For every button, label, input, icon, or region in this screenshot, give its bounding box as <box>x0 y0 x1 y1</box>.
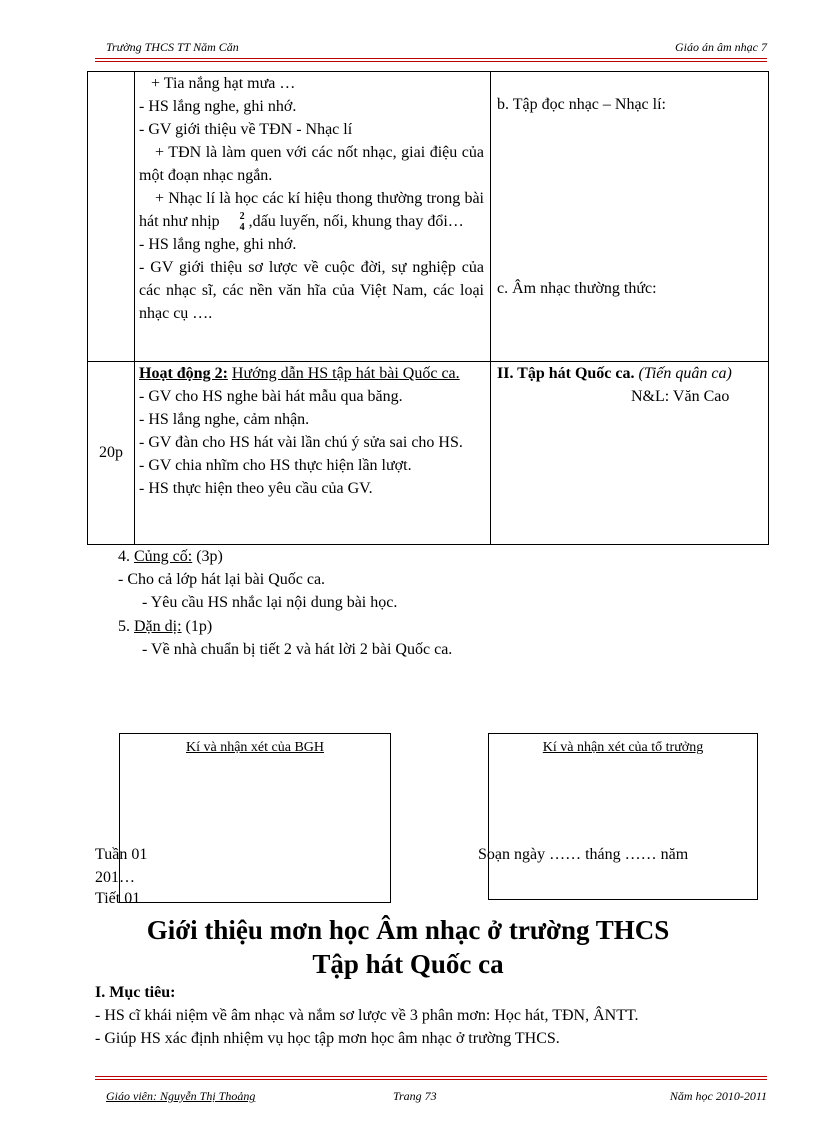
header-school: Trường THCS TT Năm Căn <box>106 40 239 54</box>
list-item: - HS lắng nghe, ghi nhớ. <box>139 236 297 254</box>
time-signature: 2 4 <box>239 211 245 234</box>
footer-rule <box>95 1076 767 1077</box>
time-cell <box>88 72 135 362</box>
signature-caption: Kí và nhận xét của tổ trưởng <box>542 740 704 755</box>
period-label: Tiết 01 <box>95 890 141 907</box>
consolidation-heading: 4. Củng cố: (3p) <box>118 548 223 565</box>
list-item: + TĐN là làm quen với các nốt nhạc, giai điệu của một đoạn nhạc ngắn. <box>139 144 484 184</box>
list-item: - Giúp HS xác định nhiệm vụ học tập mơn học âm nhạc ở trường THCS. <box>95 1030 560 1047</box>
list-item: - HS lắng nghe, ghi nhớ. <box>139 98 297 115</box>
week-label: Tuần 01 <box>95 846 148 863</box>
footer-school-year: Năm học 2010-2011 <box>669 1089 767 1103</box>
author: N&L: Văn Cao <box>631 388 730 405</box>
list-item: - GV đàn cho HS hát vài lần chú ý sửa sai cho HS. <box>139 434 463 451</box>
section-ii-heading: II. Tập hát Quốc ca. (Tiến quân ca) <box>497 365 732 382</box>
footer-page-number: Trang 73 <box>393 1089 437 1103</box>
list-item: - HS lắng nghe, cảm nhận. <box>139 411 310 428</box>
list-item: - HS cĩ khái niệm về âm nhạc và nắm sơ lược về 3 phân mơn: Học hát, TĐN, ÂNTT. <box>95 1007 639 1024</box>
page-title: Giới thiệu mơn học Âm nhạc ở trường THCS <box>146 915 670 945</box>
objectives-heading: I. Mục tiêu: <box>95 984 176 1001</box>
header-subject: Giáo án âm nhạc 7 <box>675 40 767 54</box>
list-item: + Nhạc lí là học các kí hiệu thong thường trong bài hát như nhịp 2 4 ,dấu luyến, nối, khung thay đổi… <box>139 190 484 234</box>
activity-heading: Hoạt động 2: Hướng dẫn HS tập hát bài Quốc ca. <box>139 365 460 382</box>
footer-rule-2 <box>95 1079 767 1080</box>
activity-cell <box>135 72 491 362</box>
list-item: - Về nhà chuẩn bị tiết 2 và hát lời 2 bài Quốc ca. <box>142 641 453 658</box>
list-item: - GV cho HS nghe bài hát mẫu qua băng. <box>139 388 403 405</box>
signature-caption: Kí và nhận xét của BGH <box>185 740 325 755</box>
activity-cell <box>135 362 491 545</box>
lesson-table <box>87 71 769 545</box>
list-item: - HS thực hiện theo yêu cầu của GV. <box>139 480 373 497</box>
time-cell: 20p <box>88 362 135 545</box>
signature-box-head <box>488 733 758 900</box>
table-row <box>88 72 769 362</box>
table-row <box>88 362 769 545</box>
list-item: - GV chia nhĩm cho HS thực hiện lần lượt. <box>139 457 412 474</box>
list-item: - GV giới thiệu sơ lược về cuộc đời, sự nghiệp của các nhạc sĩ, các nền văn hĩa của Việt Nam, các loại nhạc cụ …. <box>139 259 484 323</box>
list-item: - Yêu cầu HS nhắc lại nội dung bài học. <box>142 594 398 611</box>
section-b-heading: b. Tập đọc nhạc – Nhạc lí: <box>497 96 666 113</box>
list-item: - GV giới thiệu về TĐN - Nhạc lí <box>139 121 353 138</box>
header-rule-2 <box>95 61 767 62</box>
content-cell <box>491 362 769 545</box>
list-item: + Tia nắng hạt mưa … <box>151 75 296 92</box>
homework-heading: 5. Dặn dị: (1p) <box>118 618 213 635</box>
footer-teacher: Giáo viên: Nguyễn Thị Thoảng <box>106 1089 256 1103</box>
year-label: 201… <box>95 869 135 886</box>
content-cell <box>491 72 769 362</box>
date-label: Soạn ngày …… tháng …… năm <box>478 846 689 863</box>
list-item: - Cho cả lớp hát lại bài Quốc ca. <box>118 571 326 588</box>
page-subtitle: Tập hát Quốc ca <box>312 949 504 979</box>
header-rule <box>95 58 767 59</box>
section-c-heading: c. Âm nhạc thường thức: <box>497 280 657 297</box>
signature-box-bgh <box>119 733 391 903</box>
